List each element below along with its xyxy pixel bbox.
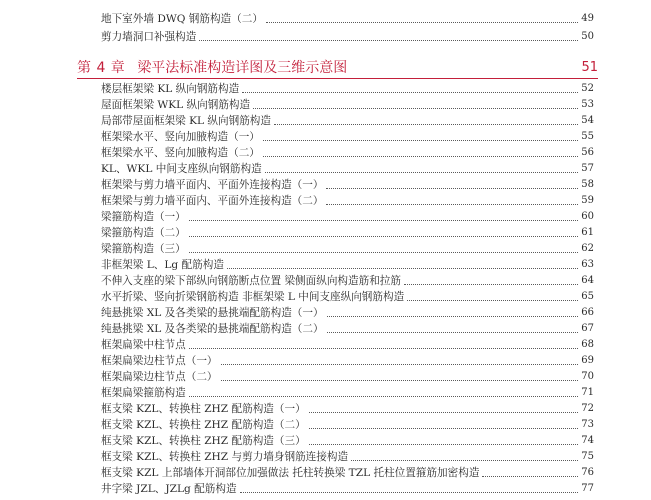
toc-entry-title: 井字梁 JZL、JZLg 配筋构造 bbox=[101, 483, 237, 495]
toc-entry-title: 框架梁与剪力墙平面内、平面外连接构造（二） bbox=[101, 195, 324, 207]
toc-entry-page: 55 bbox=[581, 131, 594, 142]
toc-entry[interactable] bbox=[101, 224, 594, 240]
dot-leader bbox=[327, 316, 578, 317]
toc-entry[interactable] bbox=[101, 336, 594, 352]
dot-leader bbox=[326, 188, 578, 189]
toc-entry[interactable] bbox=[101, 432, 594, 448]
toc-entry[interactable] bbox=[101, 464, 594, 480]
toc-entry-title: 框架扁梁边柱节点（一） bbox=[101, 355, 218, 367]
dot-leader bbox=[189, 348, 578, 349]
dot-leader bbox=[227, 268, 578, 269]
toc-entry-page: 65 bbox=[581, 291, 594, 302]
toc-entry-page: 66 bbox=[581, 307, 594, 318]
toc-entry-title: 框架扁梁边柱节点（二） bbox=[101, 371, 218, 383]
toc-entry-title: 框架扁梁箍筋构造 bbox=[101, 387, 186, 399]
toc-entry[interactable] bbox=[101, 80, 594, 96]
toc-entry-page: 54 bbox=[581, 115, 594, 126]
dot-leader bbox=[242, 92, 578, 93]
dot-leader bbox=[189, 396, 578, 397]
toc-entry-page: 63 bbox=[581, 259, 594, 270]
toc-entry-title: 纯悬挑梁 XL 及各类梁的悬挑端配筋构造（一） bbox=[101, 307, 324, 319]
toc-entry-title: KL、WKL 中间支座纵向钢筋构造 bbox=[101, 163, 262, 175]
toc-entry-title: 框支梁 KZL、转换柱 ZHZ 配筋构造（一） bbox=[101, 403, 306, 415]
dot-leader bbox=[407, 300, 578, 301]
dot-leader bbox=[326, 204, 578, 205]
toc-entry[interactable] bbox=[101, 288, 594, 304]
toc-entry-title: 框支梁 KZL、转换柱 ZHZ 配筋构造（二） bbox=[101, 419, 306, 431]
toc-entry-title: 框架梁水平、竖向加腋构造（二） bbox=[101, 147, 260, 159]
toc-entry-title: 梁箍筋构造（一） bbox=[101, 211, 186, 223]
dot-leader bbox=[265, 172, 578, 173]
toc-entry-title: 框架梁水平、竖向加腋构造（一） bbox=[101, 131, 260, 143]
toc-entry-page: 67 bbox=[581, 323, 594, 334]
toc-entry-page: 52 bbox=[581, 83, 594, 94]
toc-entry-title: 地下室外墙 DWQ 钢筋构造（二） bbox=[101, 13, 263, 25]
toc-entry[interactable] bbox=[101, 10, 594, 26]
toc-entry[interactable] bbox=[101, 416, 594, 432]
toc-entry-page: 74 bbox=[581, 435, 594, 446]
toc-entry-page: 58 bbox=[581, 179, 594, 190]
chapter-heading[interactable] bbox=[77, 56, 598, 79]
dot-leader bbox=[221, 364, 578, 365]
dot-leader bbox=[189, 220, 578, 221]
toc-entry-page: 72 bbox=[581, 403, 594, 414]
dot-leader bbox=[404, 284, 578, 285]
toc-entry-title: 框架扁梁中柱节点 bbox=[101, 339, 186, 351]
toc-entry[interactable] bbox=[101, 400, 594, 416]
dot-leader bbox=[253, 108, 578, 109]
dot-leader bbox=[189, 236, 578, 237]
toc-entry[interactable] bbox=[101, 272, 594, 288]
toc-entry-page: 70 bbox=[581, 371, 594, 382]
toc-entry-title: 梁箍筋构造（三） bbox=[101, 243, 186, 255]
toc-entry[interactable] bbox=[101, 128, 594, 144]
toc-entry[interactable] bbox=[101, 304, 594, 320]
toc-entry-title: 框支梁 KZL 上部墙体开洞部位加强做法 托柱转换梁 TZL 托柱位置箍筋加密构造 bbox=[101, 467, 480, 479]
toc-entry-page: 75 bbox=[581, 451, 594, 462]
toc-entry-page: 49 bbox=[581, 13, 594, 24]
toc-entry-page: 53 bbox=[581, 99, 594, 110]
dot-leader bbox=[482, 476, 578, 477]
toc-entry[interactable] bbox=[101, 384, 594, 400]
toc-entry-page: 64 bbox=[581, 275, 594, 286]
toc-entry-title: 水平折梁、竖向折梁钢筋构造 非框架梁 L 中间支座纵向钢筋构造 bbox=[101, 291, 405, 303]
toc-entry[interactable] bbox=[101, 352, 594, 368]
toc-entry-page: 68 bbox=[581, 339, 594, 350]
toc-entry-title: 非框架梁 L、Lg 配筋构造 bbox=[101, 259, 224, 271]
toc-entry-page: 56 bbox=[581, 147, 594, 158]
toc-entry-title: 屋面框架梁 WKL 纵向钢筋构造 bbox=[101, 99, 251, 111]
toc-entry-page: 60 bbox=[581, 211, 594, 222]
dot-leader bbox=[240, 492, 578, 493]
toc-entry[interactable] bbox=[101, 240, 594, 256]
toc-entry-title: 楼层框架梁 KL 纵向钢筋构造 bbox=[101, 83, 240, 95]
dot-leader bbox=[274, 124, 578, 125]
toc-entry[interactable] bbox=[101, 208, 594, 224]
toc-entry-title: 框架梁与剪力墙平面内、平面外连接构造（一） bbox=[101, 179, 324, 191]
dot-leader bbox=[189, 252, 578, 253]
toc-entry[interactable] bbox=[101, 160, 594, 176]
toc-entry[interactable] bbox=[101, 320, 594, 336]
toc-entry[interactable] bbox=[101, 480, 594, 496]
toc-entry-title: 梁箍筋构造（二） bbox=[101, 227, 186, 239]
dot-leader bbox=[221, 380, 578, 381]
toc-entry[interactable] bbox=[101, 28, 594, 44]
chapter-page: 51 bbox=[581, 59, 598, 75]
toc-entry-page: 59 bbox=[581, 195, 594, 206]
toc-entry-title: 剪力墙洞口补强构造 bbox=[101, 31, 197, 43]
dot-leader bbox=[327, 332, 578, 333]
toc-entry-page: 69 bbox=[581, 355, 594, 366]
toc-entry-title: 框支梁 KZL、转换柱 ZHZ 与剪力墙身钢筋连接构造 bbox=[101, 451, 349, 463]
toc-entry[interactable] bbox=[101, 112, 594, 128]
dot-leader bbox=[263, 156, 578, 157]
dot-leader bbox=[266, 22, 578, 23]
toc-entry-page: 71 bbox=[581, 387, 594, 398]
chapter-title: 梁平法标准构造详图及三维示意图 bbox=[137, 60, 348, 76]
dot-leader bbox=[199, 40, 578, 41]
toc-entry-page: 50 bbox=[581, 31, 594, 42]
toc-entry[interactable] bbox=[101, 96, 594, 112]
toc-entry-page: 76 bbox=[581, 467, 594, 478]
toc-entry-page: 62 bbox=[581, 243, 594, 254]
toc-entry[interactable] bbox=[101, 176, 594, 192]
chapter-number: 第 4 章 bbox=[77, 60, 126, 76]
dot-leader bbox=[263, 140, 578, 141]
dot-leader bbox=[309, 428, 578, 429]
toc-entry-title: 框支梁 KZL、转换柱 ZHZ 配筋构造（三） bbox=[101, 435, 306, 447]
toc-entry-page: 77 bbox=[581, 483, 594, 494]
dot-leader bbox=[309, 412, 578, 413]
dot-leader bbox=[309, 444, 578, 445]
toc-entry-page: 73 bbox=[581, 419, 594, 430]
toc-entry[interactable] bbox=[101, 368, 594, 384]
toc-entry[interactable] bbox=[101, 192, 594, 208]
toc-entry-title: 不伸入支座的梁下部纵向钢筋断点位置 梁侧面纵向构造筋和拉筋 bbox=[101, 275, 401, 287]
toc-entry-page: 57 bbox=[581, 163, 594, 174]
toc-entry-title: 局部带屋面框架梁 KL 纵向钢筋构造 bbox=[101, 115, 271, 127]
toc-entry[interactable] bbox=[101, 144, 594, 160]
toc-entry-title: 纯悬挑梁 XL 及各类梁的悬挑端配筋构造（二） bbox=[101, 323, 324, 335]
toc-entry[interactable] bbox=[101, 448, 594, 464]
toc-entry[interactable] bbox=[101, 256, 594, 272]
toc-entry-page: 61 bbox=[581, 227, 594, 238]
dot-leader bbox=[351, 460, 578, 461]
